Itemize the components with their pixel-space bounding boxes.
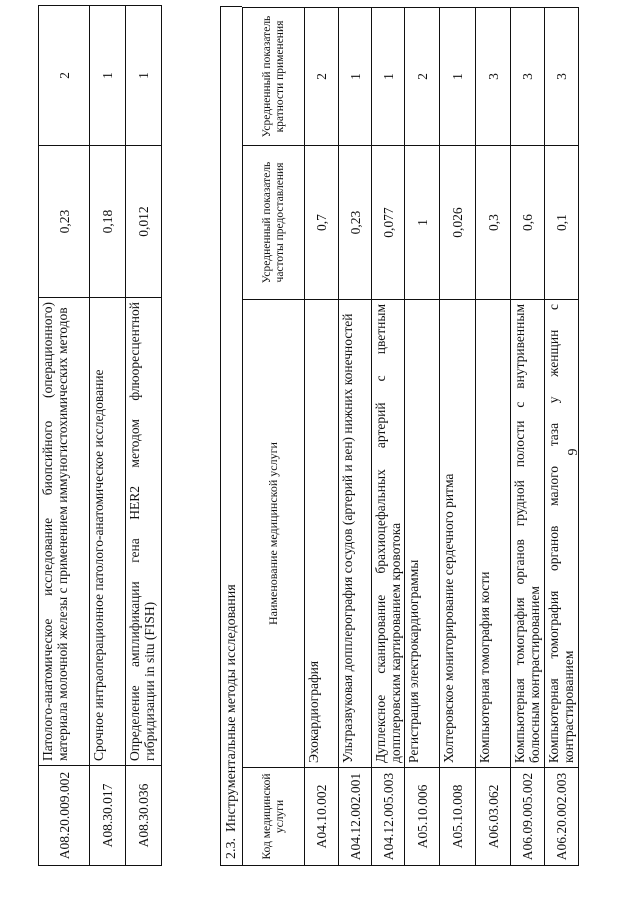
table-row [476, 8, 511, 866]
multiplicity-value: 1 [440, 8, 476, 146]
header-frequency: Усредненный показатель частоты предоставления [243, 146, 305, 300]
service-code: A04.12.005.003 [372, 768, 405, 866]
table-row [126, 6, 162, 866]
frequency-value: 0,012 [126, 146, 162, 298]
table-header-row [243, 8, 305, 866]
section-title [220, 6, 242, 866]
service-code: A04.10.002 [305, 768, 339, 866]
multiplicity-value: 3 [511, 8, 545, 146]
services-table-continued [38, 5, 162, 866]
section-title-text: Инструментальные методы исследования [224, 584, 239, 832]
service-name: Компьютерная томография кости [476, 300, 511, 768]
multiplicity-value: 2 [39, 6, 90, 146]
header-multiplicity: Усредненный показатель кратности применения [243, 8, 305, 146]
frequency-value: 1 [405, 146, 440, 300]
instrumental-methods-table [242, 7, 579, 866]
table-row [372, 8, 405, 866]
header-name: Наименование медицинской услуги [243, 300, 305, 768]
table-row [90, 6, 126, 866]
service-name: Компьютерная томография органов грудной полости с внутривенным болюсным контрастированием [511, 300, 545, 768]
multiplicity-value: 1 [90, 6, 126, 146]
table-row [339, 8, 372, 866]
multiplicity-value: 2 [305, 8, 339, 146]
frequency-value: 0,7 [305, 146, 339, 300]
top-table-block [38, 5, 162, 866]
multiplicity-value: 3 [476, 8, 511, 146]
frequency-value: 0,23 [39, 146, 90, 298]
service-name: Эхокардиография [305, 300, 339, 768]
service-code: A06.09.005.002 [511, 768, 545, 866]
multiplicity-value: 3 [545, 8, 579, 146]
service-code: A08.30.017 [90, 766, 126, 866]
service-code: A08.20.009.002 [39, 766, 90, 866]
table-row [405, 8, 440, 866]
frequency-value: 0,1 [545, 146, 579, 300]
service-name: Патолого-анатомическое исследование биопсийного (операционного) материала молочной железы с применением иммуногистохимических методов [39, 298, 90, 766]
service-code: A06.20.002.003 [545, 768, 579, 866]
frequency-value: 0,077 [372, 146, 405, 300]
service-code: A05.10.008 [440, 768, 476, 866]
multiplicity-value: 1 [372, 8, 405, 146]
section-number: 2.3. [224, 838, 239, 859]
frequency-value: 0,23 [339, 146, 372, 300]
service-code: A06.03.062 [476, 768, 511, 866]
frequency-value: 0,3 [476, 146, 511, 300]
section-2-3-block [220, 6, 579, 866]
multiplicity-value: 1 [339, 8, 372, 146]
table-row [39, 6, 90, 866]
multiplicity-value: 1 [126, 6, 162, 146]
service-code: A08.30.036 [126, 766, 162, 866]
frequency-value: 0,18 [90, 146, 126, 298]
table-row [511, 8, 545, 866]
service-code: A04.12.002.001 [339, 768, 372, 866]
header-code: Код медицинской услуги [243, 768, 305, 866]
table-row [440, 8, 476, 866]
table-row [305, 8, 339, 866]
frequency-value: 0,026 [440, 146, 476, 300]
service-name: Дуплексное сканирование брахиоцефальных артерий с цветным допплеровским картированием кровотока [372, 300, 405, 768]
service-name: Определение амплификации гена HER2 методом флюоресцентной гибридизации in situ (FISH) [126, 298, 162, 766]
service-name: Регистрация электрокардиограммы [405, 300, 440, 768]
service-name: Компьютерная томография органов малого таза у женщин с контрастированием [545, 300, 579, 768]
service-name: Срочное интраоперационное патолого-анатомическое исследование [90, 298, 126, 766]
multiplicity-value: 2 [405, 8, 440, 146]
table-row [545, 8, 579, 866]
page-number: 9 [566, 448, 581, 456]
service-name: Ультразвуковая допплерография сосудов (артерий и вен) нижних конечностей [339, 300, 372, 768]
frequency-value: 0,6 [511, 146, 545, 300]
service-code: A05.10.006 [405, 768, 440, 866]
service-name: Холтеровское мониторирование сердечного ритма [440, 300, 476, 768]
